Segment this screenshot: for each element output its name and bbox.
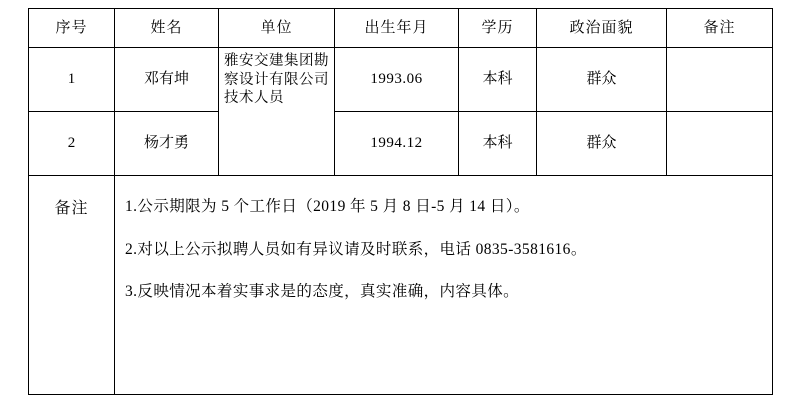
cell-name: 杨才勇 (115, 112, 219, 176)
cell-note (667, 112, 773, 176)
remark-body (115, 176, 773, 395)
column-header-seq: 序号 (29, 9, 115, 48)
remark-item: 2.对以上公示拟聘人员如有异议请及时联系，电话 0835-3581616。 (125, 240, 587, 258)
table-remark-row (29, 176, 773, 395)
table-header-row (29, 9, 773, 48)
cell-name: 邓有坤 (115, 48, 219, 112)
column-header-unit: 单位 (219, 9, 335, 48)
column-header-birth: 出生年月 (335, 9, 459, 48)
column-header-note: 备注 (667, 9, 773, 48)
cell-seq: 1 (29, 48, 115, 112)
cell-education: 本科 (459, 48, 537, 112)
cell-birth: 1994.12 (335, 112, 459, 176)
column-header-political: 政治面貌 (537, 9, 667, 48)
column-header-education: 学历 (459, 9, 537, 48)
cell-unit: 雅安交建集团勘察设计有限公司技术人员 (219, 48, 335, 176)
cell-seq: 2 (29, 112, 115, 176)
remark-item: 3.反映情况本着实事求是的态度，真实准确，内容具体。 (125, 283, 520, 301)
table-row (29, 112, 773, 176)
cell-political: 群众 (537, 48, 667, 112)
public-notice-table (28, 8, 773, 395)
cell-birth: 1993.06 (335, 48, 459, 112)
table-row (29, 48, 773, 112)
column-header-name: 姓名 (115, 9, 219, 48)
cell-education: 本科 (459, 112, 537, 176)
cell-note (667, 48, 773, 112)
cell-political: 群众 (537, 112, 667, 176)
remark-item: 1.公示期限为 5 个工作日（2019 年 5 月 8 日-5 月 14 日）。 (125, 198, 530, 215)
remark-label: 备注 (29, 176, 115, 395)
